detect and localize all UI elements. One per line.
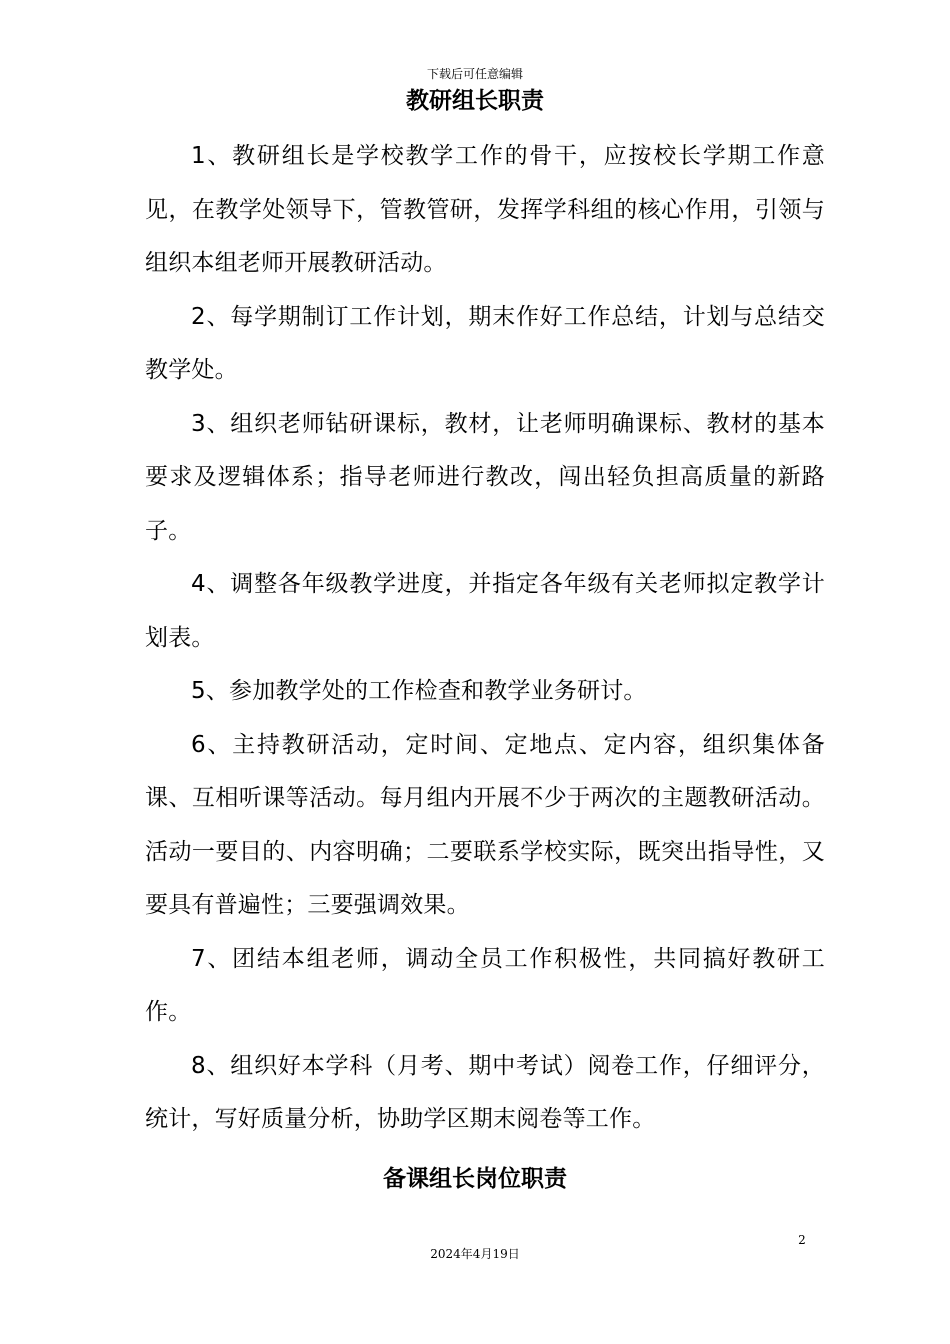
- page-number: 2: [798, 1233, 806, 1247]
- paragraph-1: 1、教研组长是学校教学工作的骨干，应按校长学期工作意见，在教学处领导下，管教管研，发挥学科组的核心作用，引领与组织本组老师开展教研活动。: [145, 143, 825, 276]
- paragraph-7: 7、团结本组老师，调动全员工作积极性，共同搞好教研工作。: [145, 945, 825, 1025]
- document-body: [145, 130, 825, 1147]
- paragraph-8: 8、组织好本学科（月考、期中考试）阅卷工作，仔细评分，统计，写好质量分析，协助学区期末阅卷等工作。: [145, 1052, 825, 1132]
- paragraph-3: 3、组织老师钻研课标，教材，让老师明确课标、教材的基本要求及逻辑体系；指导老师进行教改，闯出轻负担高质量的新路子。: [145, 410, 825, 544]
- section-title: 备课组长岗位职责: [383, 1166, 567, 1192]
- paragraph-5: 5、参加教学处的工作检查和教学业务研讨。: [191, 678, 647, 704]
- paragraph-2: 2、每学期制订工作计划，期末作好工作总结，计划与总结交教学处。: [145, 303, 825, 383]
- paragraph-6: 6、主持教研活动，定时间、定地点、定内容，组织集体备课、互相听课等活动。每月组内开展不少于两次的主题教研活动。活动一要目的、内容明确；二要联系学校实际，既突出指导性，又要具有普遍性；三要强调效果。: [145, 731, 825, 918]
- footer-date: 2024年4月19日: [430, 1247, 520, 1261]
- header-note: 下载后可任意编辑: [426, 67, 523, 81]
- paragraph-4: 4、调整各年级教学进度，并指定各年级有关老师拟定教学计划表。: [145, 571, 825, 651]
- document-title: 教研组长职责: [406, 88, 544, 114]
